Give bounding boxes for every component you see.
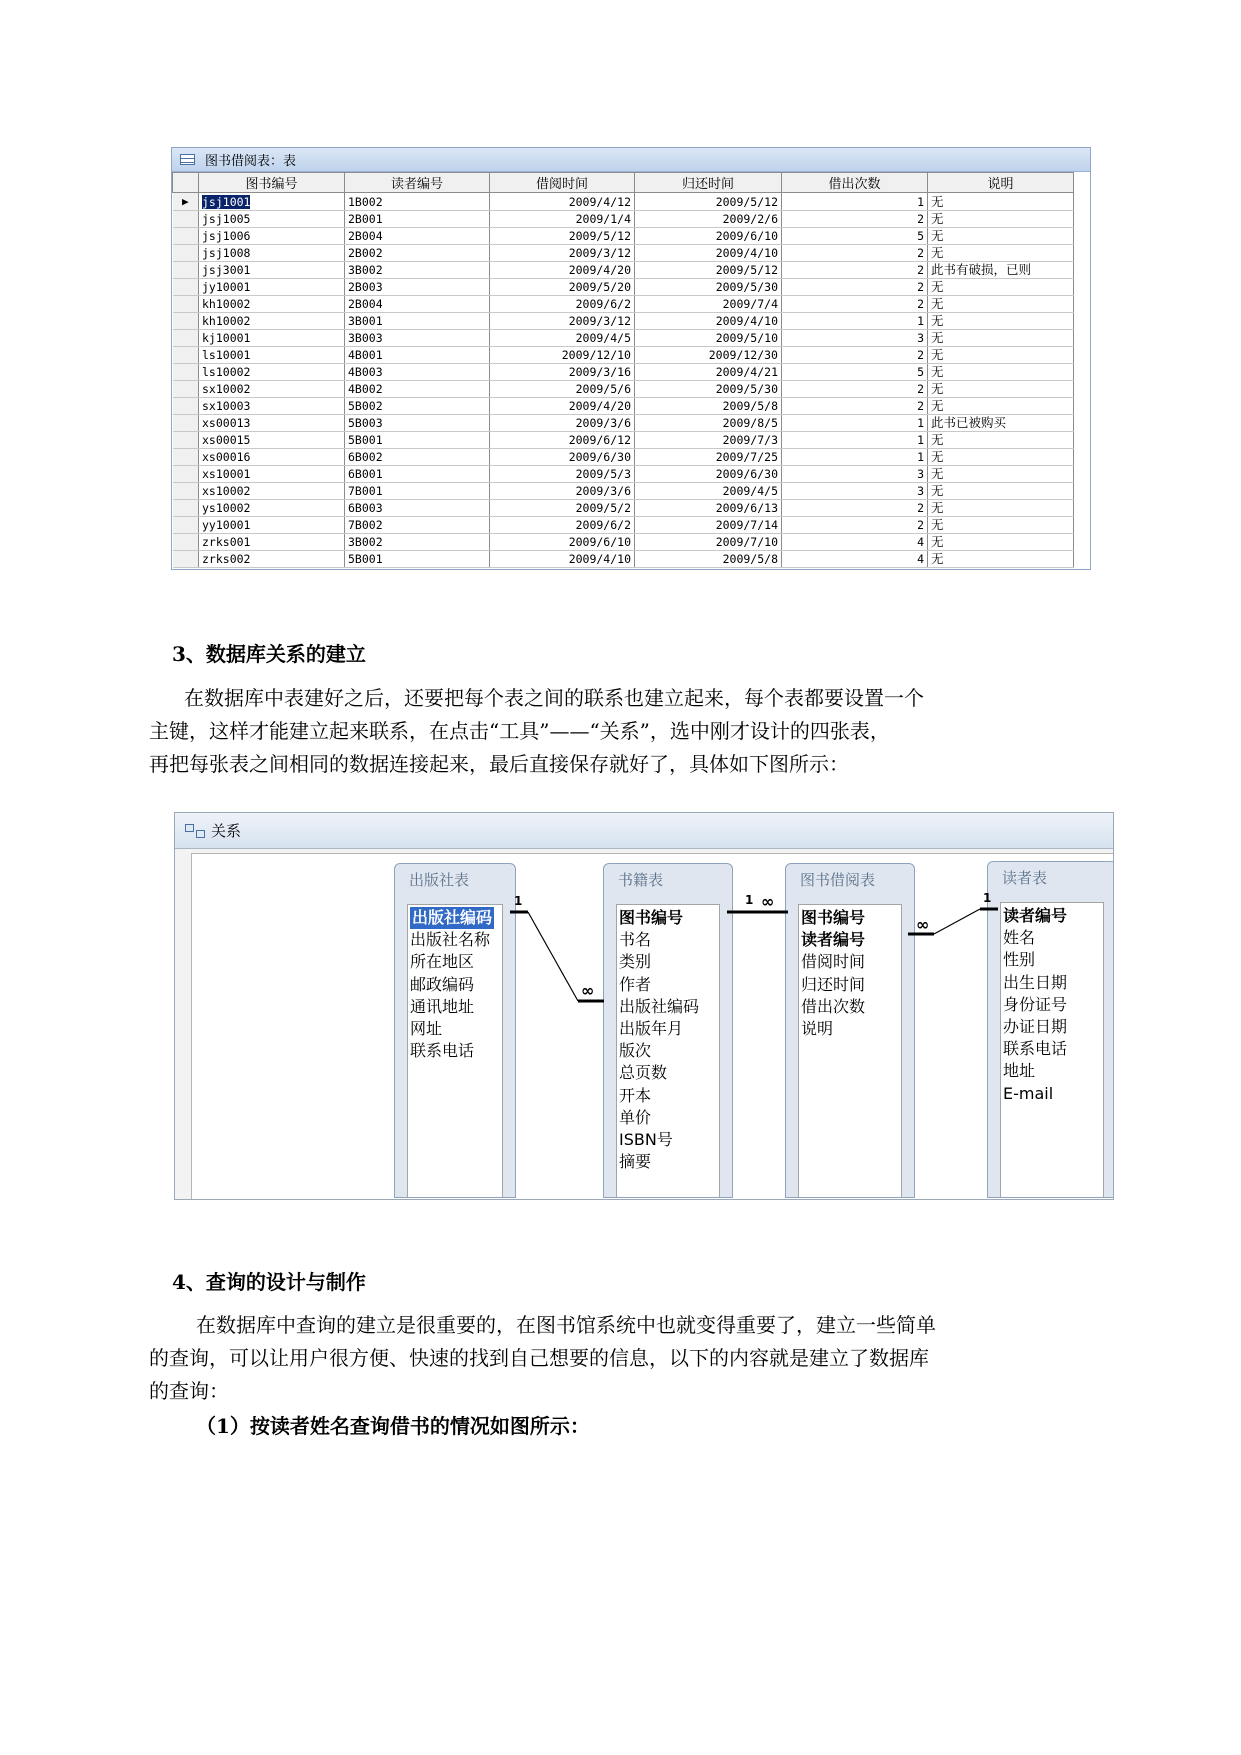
- field-item[interactable]: 归还时间: [801, 974, 866, 994]
- table-cell[interactable]: jsj1006: [199, 228, 345, 245]
- table-cell[interactable]: 2: [782, 500, 928, 517]
- table-cell[interactable]: 2009/4/10: [635, 245, 782, 262]
- field-item[interactable]: 开本: [619, 1085, 652, 1105]
- table-cell[interactable]: 2009/12/10: [490, 347, 635, 364]
- table-row[interactable]: [173, 193, 1074, 211]
- field-item[interactable]: 性别: [1003, 950, 1036, 970]
- table-row[interactable]: [173, 415, 1074, 432]
- datasheet-title: 图书借阅表：表: [205, 154, 297, 169]
- field-list[interactable]: [1000, 902, 1104, 1197]
- field-item[interactable]: 图书编号: [801, 908, 866, 927]
- relationships-canvas[interactable]: [191, 853, 1113, 1199]
- table-box-books[interactable]: [603, 863, 733, 1198]
- table-cell[interactable]: 2009/5/12: [635, 193, 782, 211]
- table-cell[interactable]: 1: [782, 313, 928, 330]
- table-cell[interactable]: [199, 193, 345, 211]
- table-cell[interactable]: 2: [782, 279, 928, 296]
- datasheet-window: [171, 147, 1091, 570]
- table-cell[interactable]: 2009/7/4: [635, 296, 782, 313]
- table-cell[interactable]: 5B002: [345, 398, 490, 415]
- field-item[interactable]: 类别: [619, 952, 652, 972]
- table-cell[interactable]: 3B003: [345, 330, 490, 347]
- field-item[interactable]: [410, 907, 500, 929]
- record-selector[interactable]: [173, 551, 199, 568]
- table-cell[interactable]: 2: [782, 381, 928, 398]
- table-cell[interactable]: 2009/6/30: [635, 466, 782, 483]
- column-header[interactable]: 读者编号: [345, 173, 490, 193]
- table-cell[interactable]: 2009/4/21: [635, 364, 782, 381]
- table-cell[interactable]: jsj3001: [199, 262, 345, 279]
- table-cell[interactable]: 3B002: [345, 262, 490, 279]
- table-row[interactable]: [173, 483, 1074, 500]
- section4-line-1: 在数据库中查询的建立是很重要的，在图书馆系统中也就变得重要了，建立一些简单: [196, 1313, 936, 1337]
- table-cell[interactable]: 1B002: [345, 193, 490, 211]
- table-cell[interactable]: 无: [928, 534, 1074, 551]
- table-cell[interactable]: 无: [928, 313, 1074, 330]
- record-selector[interactable]: [173, 534, 199, 551]
- field-item[interactable]: 姓名: [1003, 928, 1036, 948]
- section4-heading: 4、查询的设计与制作: [172, 1270, 366, 1294]
- datasheet-header-row: [173, 173, 1074, 193]
- table-cell[interactable]: 无: [928, 500, 1074, 517]
- relationships-icon: [185, 824, 205, 838]
- table-cell[interactable]: 无: [928, 449, 1074, 466]
- table-cell[interactable]: 2009/6/2: [490, 517, 635, 534]
- table-cell[interactable]: 2009/4/10: [490, 551, 635, 568]
- table-cell[interactable]: kj10001: [199, 330, 345, 347]
- field-item[interactable]: 出版社编码: [619, 996, 700, 1016]
- relationship-line-publisher-books: [510, 912, 604, 1001]
- table-cell[interactable]: xs10002: [199, 483, 345, 500]
- table-cell[interactable]: 2B001: [345, 211, 490, 228]
- table-cell[interactable]: 3: [782, 483, 928, 500]
- record-selector[interactable]: [173, 364, 199, 381]
- table-cell[interactable]: 2009/6/10: [490, 534, 635, 551]
- field-item[interactable]: E-mail: [1003, 1083, 1054, 1103]
- record-selector[interactable]: [173, 296, 199, 313]
- table-cell[interactable]: 2009/3/6: [490, 483, 635, 500]
- table-box-readers[interactable]: [987, 861, 1114, 1198]
- table-cell[interactable]: 1: [782, 193, 928, 211]
- table-row[interactable]: [173, 347, 1074, 364]
- field-item[interactable]: 网址: [410, 1018, 443, 1038]
- table-cell[interactable]: 2: [782, 347, 928, 364]
- table-cell[interactable]: kh10002: [199, 296, 345, 313]
- record-selector[interactable]: [173, 466, 199, 483]
- field-item[interactable]: 作者: [619, 974, 652, 994]
- field-item[interactable]: 摘要: [619, 1152, 652, 1172]
- field-item[interactable]: 读者编号: [1003, 906, 1068, 925]
- table-row[interactable]: [173, 279, 1074, 296]
- record-selector[interactable]: [173, 381, 199, 398]
- table-cell[interactable]: 无: [928, 228, 1074, 245]
- table-cell[interactable]: 2: [782, 517, 928, 534]
- record-selector[interactable]: [173, 483, 199, 500]
- table-cell[interactable]: 4B001: [345, 347, 490, 364]
- table-cell[interactable]: 2: [782, 245, 928, 262]
- table-cell[interactable]: 5B003: [345, 415, 490, 432]
- record-selector[interactable]: [173, 432, 199, 449]
- table-cell[interactable]: 无: [928, 193, 1074, 211]
- datasheet-titlebar: [172, 148, 1090, 172]
- table-row[interactable]: [173, 262, 1074, 279]
- table-cell[interactable]: 2009/4/5: [490, 330, 635, 347]
- table-cell[interactable]: 2009/4/10: [635, 313, 782, 330]
- table-cell[interactable]: xs00015: [199, 432, 345, 449]
- table-cell[interactable]: ls10002: [199, 364, 345, 381]
- field-item[interactable]: 出版年月: [619, 1018, 684, 1038]
- table-box-title: 读者表: [1002, 869, 1048, 887]
- table-cell[interactable]: 7B002: [345, 517, 490, 534]
- table-row[interactable]: [173, 432, 1074, 449]
- table-cell[interactable]: 无: [928, 296, 1074, 313]
- table-cell[interactable]: 2009/1/4: [490, 211, 635, 228]
- table-row[interactable]: [173, 313, 1074, 330]
- table-cell[interactable]: 2009/8/5: [635, 415, 782, 432]
- current-record-arrow-icon: ▶: [181, 195, 189, 208]
- table-row[interactable]: [173, 551, 1074, 568]
- one-label: 1: [745, 893, 754, 907]
- relationships-titlebar: [175, 813, 1113, 849]
- field-item[interactable]: 联系电话: [410, 1041, 475, 1061]
- table-cell[interactable]: 6B001: [345, 466, 490, 483]
- table-cell[interactable]: 2B003: [345, 279, 490, 296]
- table-cell[interactable]: 无: [928, 483, 1074, 500]
- relationship-line-borrow-readers: [908, 909, 998, 934]
- table-cell[interactable]: 2009/5/12: [635, 262, 782, 279]
- table-cell[interactable]: 2: [782, 211, 928, 228]
- table-row[interactable]: [173, 466, 1074, 483]
- record-selector[interactable]: [173, 262, 199, 279]
- table-cell[interactable]: 此书已被购买: [928, 415, 1074, 432]
- table-cell[interactable]: 5: [782, 364, 928, 381]
- table-cell[interactable]: sx10002: [199, 381, 345, 398]
- table-cell[interactable]: kh10002: [199, 313, 345, 330]
- table-cell[interactable]: sx10003: [199, 398, 345, 415]
- table-cell[interactable]: 2009/7/3: [635, 432, 782, 449]
- field-item[interactable]: 总页数: [619, 1063, 668, 1083]
- selected-primary-key-field: 出版社编码: [410, 907, 494, 929]
- table-cell[interactable]: ys10002: [199, 500, 345, 517]
- table-cell[interactable]: jsj1008: [199, 245, 345, 262]
- record-selector[interactable]: [173, 245, 199, 262]
- table-cell[interactable]: 2009/5/8: [635, 398, 782, 415]
- table-cell[interactable]: 2: [782, 296, 928, 313]
- section4-line-3: 的查询：: [149, 1379, 229, 1403]
- table-row[interactable]: [173, 330, 1074, 347]
- table-cell[interactable]: 4B003: [345, 364, 490, 381]
- table-cell[interactable]: 3B001: [345, 313, 490, 330]
- many-label: ∞: [581, 981, 595, 1000]
- table-cell[interactable]: 7B001: [345, 483, 490, 500]
- column-header[interactable]: 借阅时间: [490, 173, 635, 193]
- table-box-title: 书籍表: [618, 871, 664, 889]
- table-cell[interactable]: 无: [928, 245, 1074, 262]
- table-cell[interactable]: 1: [782, 432, 928, 449]
- table-cell[interactable]: zrks001: [199, 534, 345, 551]
- table-cell[interactable]: 2009/4/5: [635, 483, 782, 500]
- table-cell[interactable]: 2009/6/13: [635, 500, 782, 517]
- table-cell[interactable]: 此书有破损，已则: [928, 262, 1074, 279]
- table-cell[interactable]: 无: [928, 211, 1074, 228]
- record-selector[interactable]: [173, 347, 199, 364]
- table-cell[interactable]: xs00016: [199, 449, 345, 466]
- table-cell[interactable]: 2009/6/2: [490, 296, 635, 313]
- table-cell[interactable]: 2009/3/12: [490, 245, 635, 262]
- section3-line-2: 主键，这样才能建立起来联系，在点击“工具”——“关系”，选中刚才设计的四张表，: [149, 719, 890, 743]
- table-cell[interactable]: 2009/7/10: [635, 534, 782, 551]
- record-selector[interactable]: [173, 500, 199, 517]
- record-selector[interactable]: [173, 330, 199, 347]
- record-selector[interactable]: [173, 228, 199, 245]
- table-row[interactable]: [173, 211, 1074, 228]
- table-cell[interactable]: 4: [782, 534, 928, 551]
- table-cell[interactable]: 2009/7/14: [635, 517, 782, 534]
- one-label: 1: [983, 891, 992, 905]
- table-box-title: 出版社表: [409, 871, 470, 889]
- table-row[interactable]: [173, 228, 1074, 245]
- section3-heading: 3、数据库关系的建立: [172, 642, 366, 666]
- field-item[interactable]: 借出次数: [801, 996, 866, 1016]
- table-row[interactable]: [173, 517, 1074, 534]
- table-cell[interactable]: 5: [782, 228, 928, 245]
- table-cell[interactable]: 3: [782, 330, 928, 347]
- table-cell[interactable]: zrks002: [199, 551, 345, 568]
- field-list[interactable]: [798, 904, 902, 1197]
- table-cell[interactable]: 2009/6/30: [490, 449, 635, 466]
- table-cell[interactable]: 2B002: [345, 245, 490, 262]
- table-row[interactable]: [173, 245, 1074, 262]
- field-item[interactable]: 出生日期: [1003, 972, 1068, 992]
- table-cell[interactable]: 2009/5/30: [635, 381, 782, 398]
- table-row[interactable]: [173, 296, 1074, 313]
- field-list[interactable]: [616, 904, 720, 1197]
- table-cell[interactable]: 2009/5/6: [490, 381, 635, 398]
- table-cell[interactable]: 无: [928, 551, 1074, 568]
- column-header[interactable]: 借出次数: [782, 173, 928, 193]
- table-cell[interactable]: 3: [782, 466, 928, 483]
- table-cell[interactable]: 2009/7/25: [635, 449, 782, 466]
- field-item[interactable]: 办证日期: [1003, 1016, 1068, 1036]
- table-cell[interactable]: yy10001: [199, 517, 345, 534]
- table-cell[interactable]: 2009/5/10: [635, 330, 782, 347]
- table-cell[interactable]: 2009/3/12: [490, 313, 635, 330]
- table-cell[interactable]: 2: [782, 398, 928, 415]
- table-cell[interactable]: 2009/3/6: [490, 415, 635, 432]
- relationships-window: [174, 812, 1114, 1200]
- field-item[interactable]: 版次: [619, 1041, 652, 1061]
- table-cell[interactable]: 2009/12/30: [635, 347, 782, 364]
- field-item[interactable]: 读者编号: [801, 930, 866, 950]
- table-cell[interactable]: 无: [928, 330, 1074, 347]
- table-cell[interactable]: 2009/4/20: [490, 262, 635, 279]
- section4-line-2: 的查询，可以让用户很方便、快速的找到自己想要的信息，以下的内容就是建立了数据库: [149, 1346, 929, 1370]
- field-list[interactable]: [407, 904, 503, 1197]
- field-item[interactable]: 借阅时间: [801, 952, 866, 972]
- table-cell[interactable]: 6B003: [345, 500, 490, 517]
- table-cell[interactable]: 2009/4/12: [490, 193, 635, 211]
- table-box-title: 图书借阅表: [800, 871, 876, 889]
- table-cell[interactable]: jsj1005: [199, 211, 345, 228]
- table-row[interactable]: [173, 398, 1074, 415]
- field-item[interactable]: 地址: [1003, 1061, 1036, 1081]
- column-header[interactable]: 图书编号: [199, 173, 345, 193]
- selected-cell-text: jsj1001: [202, 194, 251, 209]
- table-row[interactable]: [173, 364, 1074, 381]
- table-cell[interactable]: ls10001: [199, 347, 345, 364]
- table-box-borrow[interactable]: [785, 863, 915, 1198]
- field-item[interactable]: 所在地区: [410, 952, 475, 972]
- field-item[interactable]: 图书编号: [619, 908, 684, 927]
- record-selector[interactable]: [173, 398, 199, 415]
- table-cell[interactable]: 无: [928, 381, 1074, 398]
- table-cell[interactable]: 无: [928, 466, 1074, 483]
- table-cell[interactable]: 5B001: [345, 551, 490, 568]
- table-cell[interactable]: 2B004: [345, 228, 490, 245]
- table-cell[interactable]: 无: [928, 279, 1074, 296]
- table-cell[interactable]: 无: [928, 347, 1074, 364]
- table-cell[interactable]: 2009/5/30: [635, 279, 782, 296]
- table-cell[interactable]: xs00013: [199, 415, 345, 432]
- table-cell[interactable]: 无: [928, 398, 1074, 415]
- table-row[interactable]: [173, 534, 1074, 551]
- record-selector[interactable]: [173, 415, 199, 432]
- record-selector[interactable]: [173, 517, 199, 534]
- table-row[interactable]: [173, 500, 1074, 517]
- column-header[interactable]: 归还时间: [635, 173, 782, 193]
- section4-subheading: （1）按读者姓名查询借书的情况如图所示：: [196, 1414, 590, 1438]
- table-cell[interactable]: 2009/5/2: [490, 500, 635, 517]
- table-cell[interactable]: 6B002: [345, 449, 490, 466]
- datasheet-grid[interactable]: [172, 172, 1090, 569]
- table-cell[interactable]: 无: [928, 364, 1074, 381]
- table-cell[interactable]: 2009/6/10: [635, 228, 782, 245]
- field-item[interactable]: 出版社名称: [410, 930, 491, 950]
- record-selector[interactable]: [173, 449, 199, 466]
- table-cell[interactable]: jy10001: [199, 279, 345, 296]
- table-cell[interactable]: 无: [928, 517, 1074, 534]
- one-label: 1: [514, 894, 523, 908]
- field-item[interactable]: 联系电话: [1003, 1039, 1068, 1059]
- table-cell[interactable]: 2009/5/12: [490, 228, 635, 245]
- table-cell[interactable]: 2009/4/20: [490, 398, 635, 415]
- field-item[interactable]: 邮政编码: [410, 974, 475, 994]
- field-item[interactable]: 书名: [619, 930, 652, 950]
- table-box-publisher[interactable]: [394, 863, 516, 1198]
- record-selector[interactable]: [173, 313, 199, 330]
- table-cell[interactable]: 3B002: [345, 534, 490, 551]
- table-cell[interactable]: 2009/5/8: [635, 551, 782, 568]
- datasheet-table: [172, 172, 1074, 568]
- table-cell[interactable]: 2009/2/6: [635, 211, 782, 228]
- record-selector[interactable]: [173, 193, 199, 211]
- column-header[interactable]: 说明: [928, 173, 1074, 193]
- record-selector[interactable]: [173, 279, 199, 296]
- table-cell[interactable]: 2B004: [345, 296, 490, 313]
- field-item[interactable]: 单价: [619, 1107, 652, 1127]
- many-label: ∞: [761, 892, 775, 911]
- field-item[interactable]: 说明: [801, 1018, 834, 1038]
- table-row[interactable]: [173, 449, 1074, 466]
- many-label: ∞: [916, 915, 930, 934]
- field-item[interactable]: 通讯地址: [410, 996, 475, 1016]
- table-cell[interactable]: 2009/6/12: [490, 432, 635, 449]
- field-item[interactable]: 身份证号: [1003, 994, 1068, 1014]
- table-icon: [180, 154, 195, 165]
- table-cell[interactable]: 2009/3/16: [490, 364, 635, 381]
- table-cell[interactable]: xs10001: [199, 466, 345, 483]
- section3-line-3: 再把每张表之间相同的数据连接起来，最后直接保存就好了，具体如下图所示：: [149, 752, 849, 776]
- table-cell[interactable]: 2009/5/20: [490, 279, 635, 296]
- table-cell[interactable]: 1: [782, 415, 928, 432]
- table-cell[interactable]: 4: [782, 551, 928, 568]
- section3-line-1: 在数据库中表建好之后，还要把每个表之间的联系也建立起来，每个表都要设置一个: [184, 686, 924, 710]
- table-cell[interactable]: 1: [782, 449, 928, 466]
- field-item[interactable]: ISBN号: [619, 1129, 673, 1149]
- table-row[interactable]: [173, 381, 1074, 398]
- table-cell[interactable]: 无: [928, 432, 1074, 449]
- table-cell[interactable]: 5B001: [345, 432, 490, 449]
- record-selector-header: [173, 173, 199, 193]
- table-cell[interactable]: 2: [782, 262, 928, 279]
- table-cell[interactable]: 4B002: [345, 381, 490, 398]
- record-selector[interactable]: [173, 211, 199, 228]
- relationships-title: 关系: [211, 822, 242, 840]
- table-cell[interactable]: 2009/5/3: [490, 466, 635, 483]
